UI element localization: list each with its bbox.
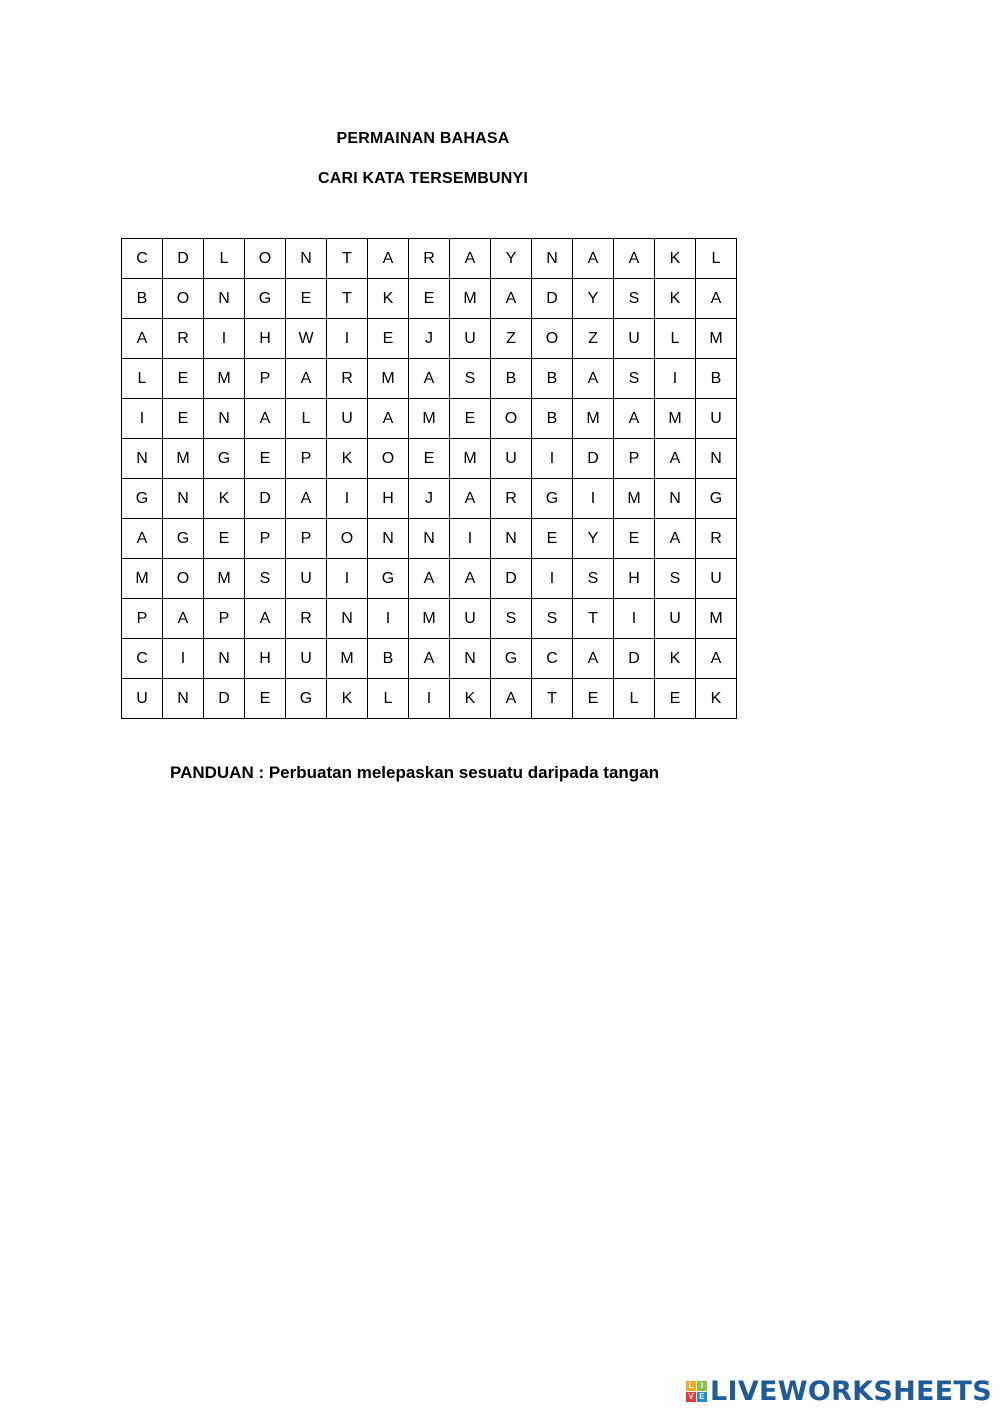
grid-cell[interactable]: H (614, 559, 655, 599)
grid-cell[interactable]: Z (491, 319, 532, 359)
grid-cell[interactable]: I (409, 679, 450, 719)
grid-cell[interactable]: A (573, 239, 614, 279)
grid-cell[interactable]: K (655, 639, 696, 679)
grid-cell[interactable]: K (327, 679, 368, 719)
grid-row (122, 359, 737, 399)
grid-cell[interactable]: D (491, 559, 532, 599)
grid-cell[interactable]: A (614, 239, 655, 279)
word-search-grid (121, 238, 737, 719)
grid-cell[interactable]: G (286, 679, 327, 719)
grid-cell[interactable]: U (286, 639, 327, 679)
grid-cell[interactable]: N (655, 479, 696, 519)
grid-cell[interactable]: E (368, 319, 409, 359)
grid-row (122, 479, 737, 519)
grid-cell[interactable]: A (286, 479, 327, 519)
grid-cell[interactable]: I (532, 439, 573, 479)
grid-cell[interactable]: I (450, 519, 491, 559)
grid-cell[interactable]: A (409, 559, 450, 599)
grid-cell[interactable]: G (696, 479, 737, 519)
grid-cell[interactable]: R (409, 239, 450, 279)
page-subtitle: CARI KATA TERSEMBUNYI (317, 170, 529, 187)
grid-cell[interactable]: T (327, 239, 368, 279)
grid-cell[interactable]: S (491, 599, 532, 639)
page-title: PERMAINAN BAHASA (336, 130, 510, 147)
grid-cell[interactable]: M (122, 559, 163, 599)
grid-cell[interactable]: S (614, 359, 655, 399)
grid-cell[interactable]: U (614, 319, 655, 359)
grid-cell[interactable]: M (450, 279, 491, 319)
grid-cell[interactable]: A (409, 359, 450, 399)
grid-cell[interactable]: O (491, 399, 532, 439)
grid-cell[interactable]: O (327, 519, 368, 559)
grid-cell[interactable]: S (245, 559, 286, 599)
grid-cell[interactable]: K (450, 679, 491, 719)
grid-cell[interactable]: B (122, 279, 163, 319)
grid-cell[interactable]: I (532, 559, 573, 599)
grid-cell[interactable]: L (368, 679, 409, 719)
grid-cell[interactable]: A (409, 639, 450, 679)
grid-cell[interactable]: C (122, 239, 163, 279)
grid-cell[interactable]: U (491, 439, 532, 479)
grid-cell[interactable]: N (532, 239, 573, 279)
guide-text: PANDUAN : Perbuatan melepaskan sesuatu daripada tangan (170, 763, 660, 782)
grid-cell[interactable]: W (286, 319, 327, 359)
grid-cell[interactable]: U (696, 399, 737, 439)
grid-cell[interactable]: U (327, 399, 368, 439)
grid-cell[interactable]: E (245, 679, 286, 719)
grid-cell[interactable]: U (450, 319, 491, 359)
grid-cell[interactable]: E (245, 439, 286, 479)
grid-cell[interactable]: K (368, 279, 409, 319)
grid-cell[interactable]: G (532, 479, 573, 519)
grid-cell[interactable]: D (532, 279, 573, 319)
grid-cell[interactable]: L (122, 359, 163, 399)
liveworksheets-logo (686, 1376, 992, 1407)
grid-cell[interactable]: M (573, 399, 614, 439)
grid-row (122, 239, 737, 279)
grid-cell[interactable]: I (655, 359, 696, 399)
grid-cell[interactable]: G (163, 519, 204, 559)
grid-cell[interactable]: A (573, 639, 614, 679)
grid-cell[interactable]: U (655, 599, 696, 639)
grid-cell[interactable]: D (163, 239, 204, 279)
grid-cell[interactable]: N (204, 639, 245, 679)
grid-cell[interactable]: E (409, 279, 450, 319)
grid-cell[interactable]: Y (573, 519, 614, 559)
grid-row (122, 679, 737, 719)
grid-cell[interactable]: P (614, 439, 655, 479)
grid-cell[interactable]: M (696, 599, 737, 639)
grid-cell[interactable]: N (409, 519, 450, 559)
grid-cell[interactable]: M (409, 399, 450, 439)
grid-cell[interactable]: R (696, 519, 737, 559)
grid-cell[interactable]: O (163, 559, 204, 599)
grid-cell[interactable]: A (245, 599, 286, 639)
grid-cell[interactable]: K (696, 679, 737, 719)
grid-cell[interactable]: D (245, 479, 286, 519)
grid-cell[interactable]: K (204, 479, 245, 519)
grid-cell[interactable]: A (655, 439, 696, 479)
grid-cell[interactable]: K (655, 239, 696, 279)
grid-cell[interactable]: E (614, 519, 655, 559)
grid-cell[interactable]: C (532, 639, 573, 679)
grid-cell[interactable]: I (614, 599, 655, 639)
grid-cell[interactable]: A (491, 279, 532, 319)
grid-cell[interactable]: L (614, 679, 655, 719)
grid-cell[interactable]: O (245, 239, 286, 279)
grid-cell[interactable]: E (532, 519, 573, 559)
grid-cell[interactable]: R (327, 359, 368, 399)
grid-cell[interactable]: P (204, 599, 245, 639)
grid-cell[interactable]: U (450, 599, 491, 639)
logo-letter: L (686, 1381, 696, 1391)
grid-row (122, 439, 737, 479)
grid-row (122, 399, 737, 439)
grid-cell[interactable]: S (532, 599, 573, 639)
grid-cell[interactable]: L (696, 239, 737, 279)
grid-cell[interactable]: N (204, 399, 245, 439)
grid-row (122, 559, 737, 599)
grid-cell[interactable]: K (327, 439, 368, 479)
grid-cell[interactable]: G (245, 279, 286, 319)
grid-cell[interactable]: O (163, 279, 204, 319)
grid-cell[interactable]: U (122, 679, 163, 719)
grid-cell[interactable]: N (696, 439, 737, 479)
grid-cell[interactable]: G (368, 559, 409, 599)
grid-cell[interactable]: A (696, 279, 737, 319)
grid-row (122, 519, 737, 559)
grid-cell[interactable]: A (163, 599, 204, 639)
grid-cell[interactable]: I (368, 599, 409, 639)
grid-cell[interactable]: Z (573, 319, 614, 359)
grid-row (122, 319, 737, 359)
grid-cell[interactable]: S (655, 559, 696, 599)
grid-cell[interactable]: D (204, 679, 245, 719)
grid-cell[interactable]: T (532, 679, 573, 719)
grid-cell[interactable]: O (532, 319, 573, 359)
grid-row (122, 279, 737, 319)
grid-cell[interactable]: I (327, 559, 368, 599)
grid-cell[interactable]: E (573, 679, 614, 719)
grid-cell[interactable]: S (573, 559, 614, 599)
grid-cell[interactable]: E (286, 279, 327, 319)
grid-cell[interactable]: P (286, 519, 327, 559)
grid-cell[interactable]: A (450, 479, 491, 519)
grid-cell[interactable]: L (655, 319, 696, 359)
grid-cell[interactable]: A (491, 679, 532, 719)
grid-cell[interactable]: A (286, 359, 327, 399)
grid-cell[interactable]: U (286, 559, 327, 599)
grid-cell[interactable]: C (122, 639, 163, 679)
grid-cell[interactable]: B (532, 359, 573, 399)
grid-cell[interactable]: M (696, 319, 737, 359)
grid-cell[interactable]: I (327, 319, 368, 359)
grid-cell[interactable]: G (204, 439, 245, 479)
grid-row (122, 639, 737, 679)
grid-cell[interactable]: S (614, 279, 655, 319)
grid-cell[interactable]: M (204, 359, 245, 399)
grid-cell[interactable]: N (286, 239, 327, 279)
grid-cell[interactable]: E (163, 399, 204, 439)
grid-cell[interactable]: N (163, 679, 204, 719)
grid-cell[interactable]: I (327, 479, 368, 519)
grid-cell[interactable]: O (368, 439, 409, 479)
grid-cell[interactable]: M (614, 479, 655, 519)
grid-cell[interactable]: H (245, 639, 286, 679)
grid-cell[interactable]: A (368, 239, 409, 279)
grid-cell[interactable]: A (450, 559, 491, 599)
grid-cell[interactable]: N (327, 599, 368, 639)
logo-letter: V (686, 1392, 696, 1402)
grid-cell[interactable]: T (327, 279, 368, 319)
logo-letter: E (697, 1392, 707, 1402)
grid-cell[interactable]: A (655, 519, 696, 559)
grid-cell[interactable]: A (573, 359, 614, 399)
grid-cell[interactable]: A (696, 639, 737, 679)
liveworksheets-logo-icon (686, 1381, 707, 1402)
grid-cell[interactable]: H (368, 479, 409, 519)
grid-cell[interactable]: B (532, 399, 573, 439)
grid-cell[interactable]: I (204, 319, 245, 359)
grid-cell[interactable]: D (573, 439, 614, 479)
grid-cell[interactable]: P (122, 599, 163, 639)
grid-cell[interactable]: B (491, 359, 532, 399)
grid-cell[interactable]: G (122, 479, 163, 519)
grid-cell[interactable]: J (409, 319, 450, 359)
grid-cell[interactable]: D (614, 639, 655, 679)
grid-cell[interactable]: E (450, 399, 491, 439)
grid-cell[interactable]: A (122, 319, 163, 359)
grid-cell[interactable]: E (204, 519, 245, 559)
grid-cell[interactable]: M (327, 639, 368, 679)
grid-cell[interactable]: N (368, 519, 409, 559)
grid-cell[interactable]: B (696, 359, 737, 399)
grid-cell[interactable]: N (450, 639, 491, 679)
logo-letter: I (697, 1381, 707, 1391)
grid-cell[interactable]: E (409, 439, 450, 479)
grid-row (122, 599, 737, 639)
grid-cell[interactable]: G (491, 639, 532, 679)
brand-name: LIVEWORKSHEETS (709, 1376, 992, 1407)
grid-cell[interactable]: M (655, 399, 696, 439)
grid-cell[interactable]: E (163, 359, 204, 399)
grid-cell[interactable]: I (122, 399, 163, 439)
grid-cell[interactable]: J (409, 479, 450, 519)
grid-cell[interactable]: R (163, 319, 204, 359)
grid-cell[interactable]: N (163, 479, 204, 519)
grid-cell[interactable]: Y (491, 239, 532, 279)
grid-cell[interactable]: M (163, 439, 204, 479)
grid-cell[interactable]: N (204, 279, 245, 319)
grid-cell[interactable]: A (122, 519, 163, 559)
grid-cell[interactable]: T (573, 599, 614, 639)
grid-cell[interactable]: I (163, 639, 204, 679)
grid-cell[interactable]: A (368, 399, 409, 439)
grid-cell[interactable]: M (450, 439, 491, 479)
grid-cell[interactable]: P (245, 359, 286, 399)
grid-cell[interactable]: E (655, 679, 696, 719)
grid-cell[interactable]: B (368, 639, 409, 679)
grid-cell[interactable]: K (655, 279, 696, 319)
grid-cell[interactable]: P (286, 439, 327, 479)
grid-cell[interactable]: L (286, 399, 327, 439)
grid-cell[interactable]: I (573, 479, 614, 519)
grid-cell[interactable]: N (122, 439, 163, 479)
grid-cell[interactable]: L (204, 239, 245, 279)
grid-cell[interactable]: A (245, 399, 286, 439)
grid-cell[interactable]: H (245, 319, 286, 359)
grid-cell[interactable]: N (491, 519, 532, 559)
grid-cell[interactable]: M (409, 599, 450, 639)
grid-cell[interactable]: A (614, 399, 655, 439)
grid-cell[interactable]: S (450, 359, 491, 399)
grid-cell[interactable]: R (491, 479, 532, 519)
grid-cell[interactable]: R (286, 599, 327, 639)
grid-cell[interactable]: M (204, 559, 245, 599)
grid-cell[interactable]: P (245, 519, 286, 559)
grid-cell[interactable]: A (450, 239, 491, 279)
grid-cell[interactable]: M (368, 359, 409, 399)
grid-cell[interactable]: Y (573, 279, 614, 319)
grid-cell[interactable]: U (696, 559, 737, 599)
